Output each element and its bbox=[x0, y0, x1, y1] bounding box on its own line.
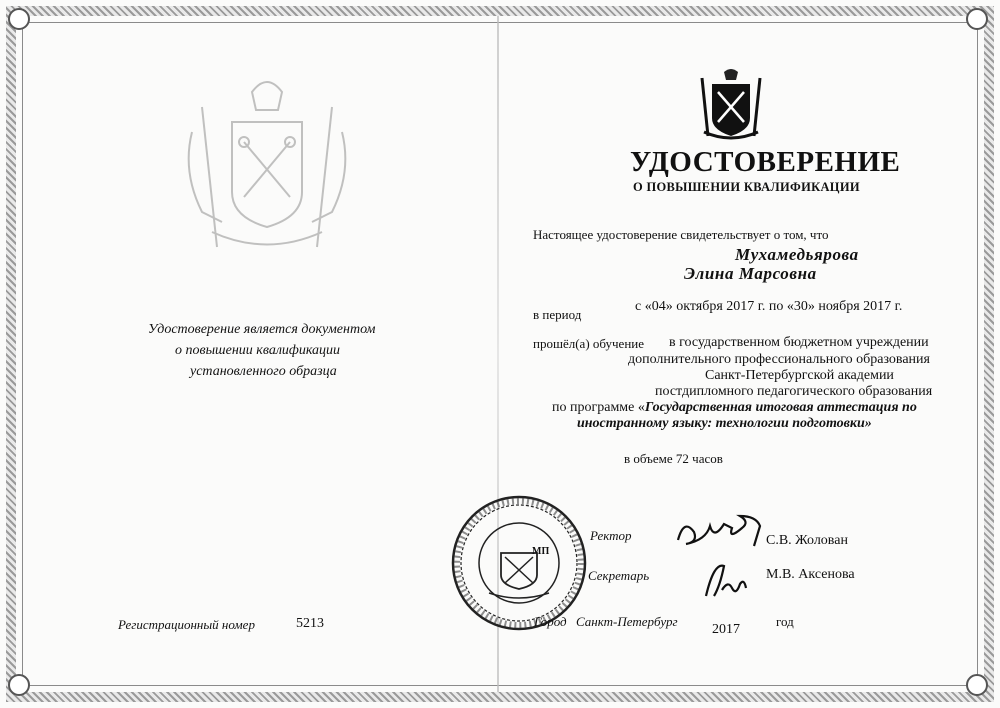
recipient-surname: Мухамедьярова bbox=[735, 245, 859, 264]
corner-ornament bbox=[8, 8, 30, 30]
rector-signature-icon bbox=[672, 510, 762, 556]
rector-label: Ректор bbox=[590, 528, 632, 543]
institution-line-1: в государственном бюджетном учреждении bbox=[669, 335, 929, 350]
institution-line-2: дополнительного профессионального образования bbox=[628, 352, 930, 367]
issue-year: 2017 bbox=[712, 622, 740, 637]
recipient-given-names: Элина Марсовна bbox=[684, 264, 817, 283]
program-prefix: по программе « bbox=[552, 400, 645, 415]
course-volume: в объеме 72 часов bbox=[624, 451, 723, 466]
institution-line-4: постдипломного педагогического образования bbox=[655, 384, 933, 399]
program-title-1: Государственная итоговая аттестация по bbox=[644, 400, 917, 415]
secretary-signature-icon bbox=[700, 558, 752, 602]
seal-mark: МП bbox=[532, 546, 550, 557]
corner-ornament bbox=[966, 674, 988, 696]
period-label: в период bbox=[533, 307, 582, 322]
certificate-title: УДОСТОВЕРЕНИЕ bbox=[630, 146, 901, 178]
trained-label: прошёл(а) обучение bbox=[533, 336, 645, 351]
city-label: Город bbox=[534, 614, 567, 629]
secretary-label: Секретарь bbox=[588, 568, 650, 583]
corner-ornament bbox=[966, 8, 988, 30]
coat-of-arms-watermark-icon bbox=[172, 62, 362, 262]
year-label: год bbox=[776, 614, 794, 629]
period-value: с «04» октября 2017 г. по «30» ноября 2017 г. bbox=[635, 299, 903, 314]
coat-of-arms-icon bbox=[698, 68, 764, 140]
statement-line-1: Удостоверение является документом bbox=[148, 322, 376, 337]
registration-label: Регистрационный номер bbox=[118, 617, 255, 632]
program-line-1 bbox=[552, 400, 917, 416]
program-title-2: иностранному языку: технологии подготовки» bbox=[577, 416, 872, 431]
city-name: Санкт-Петербург bbox=[576, 614, 678, 629]
intro-text: Настоящее удостоверение свидетельствует о том, что bbox=[533, 227, 829, 242]
corner-ornament bbox=[8, 674, 30, 696]
statement-line-2: о повышении квалификации bbox=[175, 343, 341, 358]
secretary-name: М.В. Аксенова bbox=[766, 567, 855, 582]
institution-line-3: Санкт-Петербургской академии bbox=[705, 368, 894, 383]
certificate-subtitle: О ПОВЫШЕНИИ КВАЛИФИКАЦИИ bbox=[633, 180, 860, 194]
registration-number: 5213 bbox=[296, 616, 324, 631]
rector-name: С.В. Жолован bbox=[766, 533, 848, 548]
statement-line-3: установленного образца bbox=[190, 364, 337, 379]
official-seal-icon bbox=[449, 493, 589, 633]
